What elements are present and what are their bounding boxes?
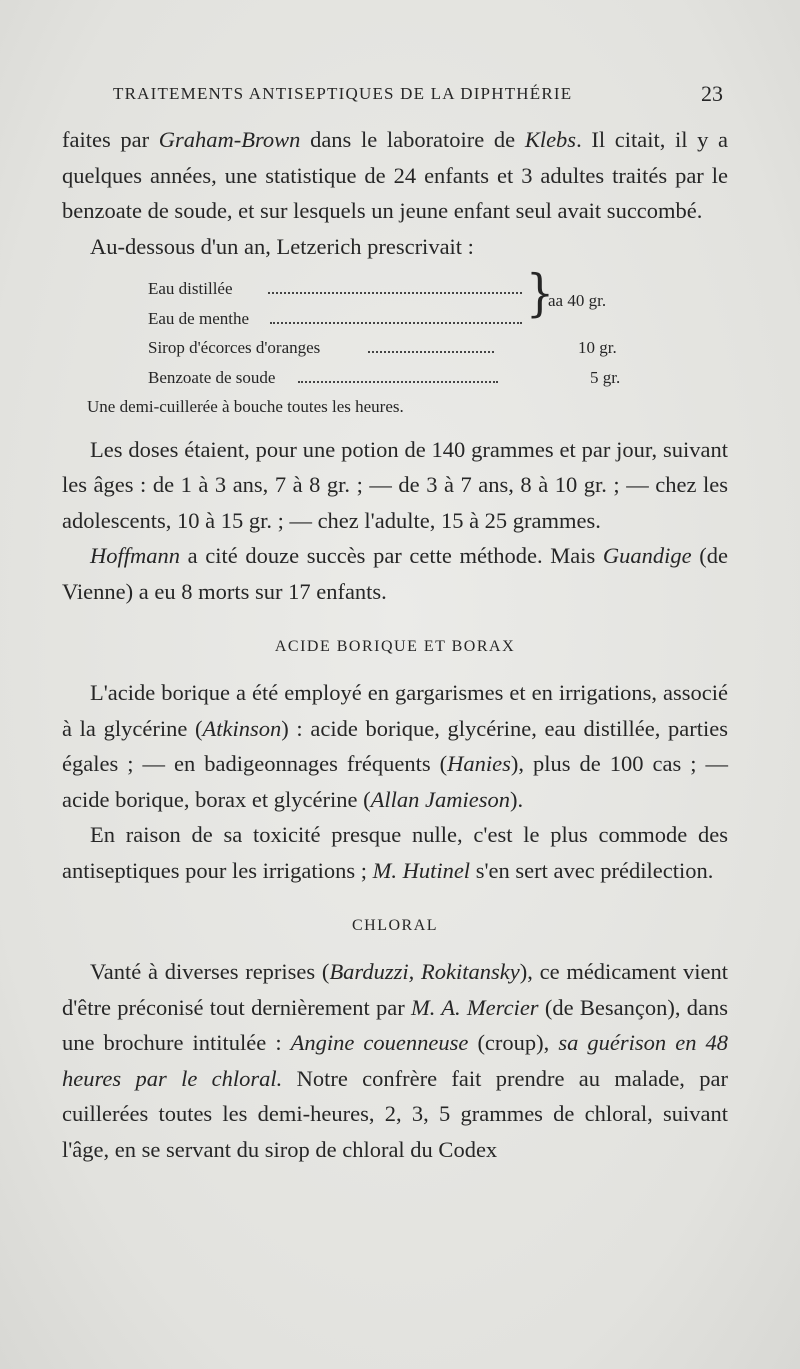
ingredient-quantity: 10 gr. [578,338,617,357]
running-header [113,81,723,106]
author-name: Guandige [602,543,692,568]
section-heading-borique: ACIDE BORIQUE ET BORAX [274,638,516,655]
author-name: M. Hutinel [372,857,471,883]
text-run: En raison de sa toxicité presque nulle, c'est le plus commode des antiseptiques pour les irrigations ; [62,822,728,883]
paragraph-toxicite [62,817,728,888]
paragraph-letzerich: Au-dessous d'un an, Letzerich prescrivait : [90,233,474,259]
running-title: TRAITEMENTS ANTISEPTIQUES DE LA DIPHTHÉRIE [113,84,573,103]
section-heading-chloral: CHLORAL [351,917,439,934]
brace: } [526,264,554,323]
dosage-instruction: Une demi-cuillerée à bouche toutes les heures. [87,397,404,416]
text-run: faites par [62,127,159,152]
prescription-row [62,363,728,393]
leader-dots [368,351,494,353]
author-name: Barduzzi, Rokitansky [329,959,520,984]
prescription-row [62,304,728,334]
text-run: (de Vienne) a eu 8 morts sur 17 enfants. [62,543,729,604]
text-run: (croup), [468,1030,559,1055]
author-name: Hanies [447,751,511,776]
text-run: Vanté à diverses reprises ( [90,959,330,984]
prescription-row [62,333,728,363]
prescription [62,264,728,422]
paragraph-hoffmann [62,538,728,609]
shared-quantity: aa 40 gr. [548,291,607,310]
author-name: Allan Jamieson [370,786,510,812]
text-run: . Il citait, il y a quelques années, une statistique de 24 enfants et 3 adultes traités par le benzoate de soude, et sur lesquels un jeune enfant seul avait succombé. [62,127,728,223]
page-body [62,122,728,1167]
page-number: 23 [701,81,723,106]
leader-dots [268,292,522,294]
author-name: Graham-Brown [158,127,301,152]
paragraph-acide-borique [62,675,728,817]
text-run: ), plus de 100 cas ; — acide borique, borax et glycérine ( [62,751,728,812]
text-run: (de Besançon), dans une brochure intitulée : [62,994,728,1055]
text-run: a cité douze succès par cette méthode. Mais [180,543,603,568]
author-name: Klebs [524,127,577,152]
leader-dots [298,381,498,383]
ingredient-name: Eau distillée [148,279,233,298]
ingredient-name: Eau de menthe [148,308,250,328]
author-name: Atkinson [202,715,282,741]
paragraph-doses: Les doses étaient, pour une potion de 140 grammes et par jour, suivant les âges : de 1 à 3 ans, 7 à 8 gr. ; — de 3 à 7 ans, 8 à 10 gr. ; — chez les adolescents, 10 à 15 gr. ; — chez l'adulte, 15 à 25 grammes. [62,436,728,533]
ingredient-name: Benzoate de soude [148,367,276,387]
text-run: s'en sert avec prédilection. [470,857,714,883]
paragraph-benzoate-stats [62,122,728,229]
ingredient-quantity: 5 gr. [590,367,621,387]
text-run: ). [509,786,524,812]
author-name: Hoffmann [90,543,180,568]
ingredient-name: Sirop d'écorces d'oranges [148,338,321,357]
book-title: sa guérison en 48 heures par le chloral. [62,1030,728,1091]
text-run: ), ce médicament vient d'être préconisé tout dernièrement par [62,959,729,1020]
leader-dots [270,322,522,324]
text-run: ) : acide borique, glycérine, eau distillée, parties égales ; — en badigeonnages fréquents ( [62,715,728,776]
book-title: Angine couenneuse [290,1030,469,1055]
paragraph-chloral [62,954,728,1167]
text-run: dans le laboratoire de [300,127,525,152]
text-run: L'acide borique a été employé en gargarismes et en irrigations, associé à la glycérine ( [62,680,728,741]
author-name: M. A. Mercier [411,994,539,1020]
text-run: Notre confrère fait prendre au malade, par cuillerées toutes les demi-heures, 2, 3, 5 grammes de chloral, suivant l'âge, en se servant du sirop de chloral du Codex [62,1065,728,1162]
